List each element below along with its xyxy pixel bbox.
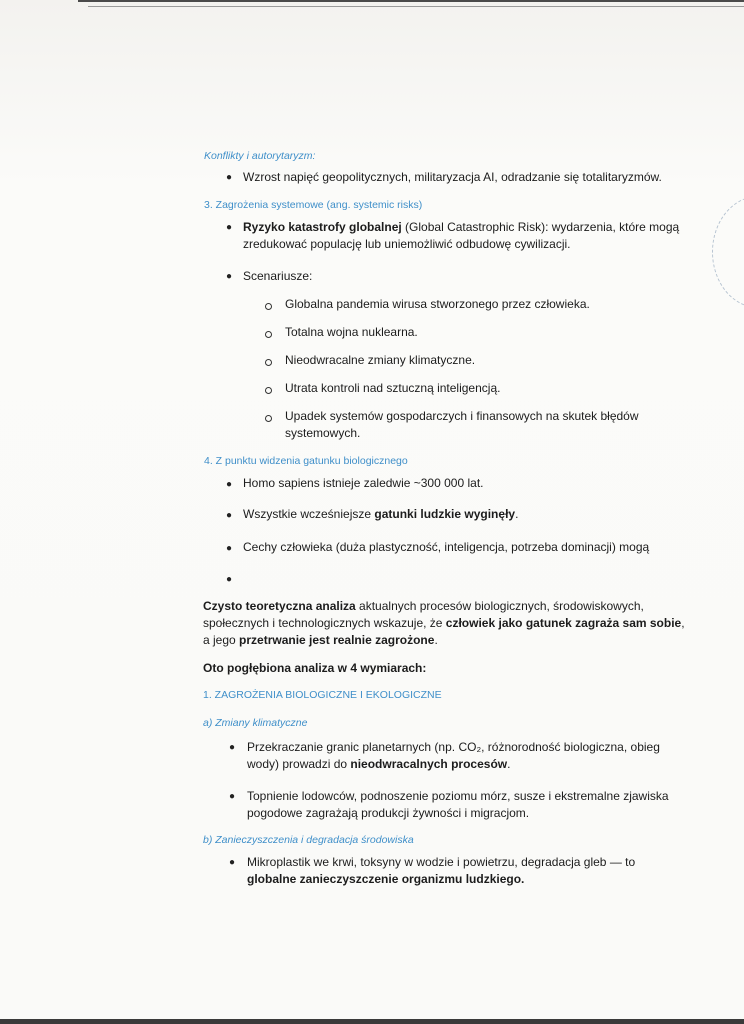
- bullet-icon: ●: [226, 574, 233, 585]
- sec1-b-item-1: Mikroplastik we krwi, toksyny w wodzie i powietrzu, degradacja gleb — to: [247, 855, 636, 869]
- sec1-a-item-1-pre: wody) prowadzi do: [247, 757, 351, 771]
- section-heading-konflikty: Konflikty i autorytaryzm:: [204, 150, 316, 162]
- sec1-a-item-1: Przekraczanie granic planetarnych (np. CO₂, różnorodność biologiczna, obieg: [247, 740, 660, 754]
- konflikty-item: Wzrost napięć geopolitycznych, militaryzacja AI, odradzanie się totalitaryzmów.: [243, 170, 662, 184]
- circle-bullet-icon: [265, 359, 272, 366]
- top-border-thin: [88, 6, 744, 7]
- sec3-item-1: [243, 220, 679, 234]
- paragraph-line-1: [203, 599, 644, 613]
- paragraph-bold-2: człowiek jako gatunek zagraża sam sobie: [445, 616, 682, 630]
- analysis-heading: Oto pogłębiona analiza w 4 wymiarach:: [203, 661, 427, 675]
- sec3-item-1-bold: Ryzyko katastrofy globalnej: [243, 220, 402, 234]
- paragraph-post-2: ,: [681, 616, 685, 630]
- bullet-icon: ●: [229, 742, 236, 753]
- scenario-3: Nieodwracalne zmiany klimatyczne.: [285, 353, 476, 367]
- sec1-a-item-1-line2: [247, 757, 510, 771]
- paragraph-line-3: [203, 633, 438, 647]
- paragraph-bold-1: Czysto teoretyczna analiza: [203, 599, 356, 613]
- scenario-1: Globalna pandemia wirusa stworzonego przez człowieka.: [285, 297, 590, 311]
- paragraph-pre-3: a jego: [203, 633, 240, 647]
- sec4-item-2-post: .: [515, 507, 519, 521]
- sec4-item-2-bold: gatunki ludzkie wyginęły: [374, 507, 516, 521]
- sec1-a-item-2-line2: pogodowe zagrażają produkcji żywności i migracjom.: [247, 806, 530, 820]
- sec4-item-3: Cechy człowieka (duża plastyczność, inteligencja, potrzeba dominacji) mogą: [243, 540, 650, 554]
- stamp-mark: [712, 196, 744, 308]
- scenario-5-line2: systemowych.: [285, 426, 361, 440]
- sec4-item-2: [243, 507, 518, 521]
- bullet-icon: ●: [226, 271, 233, 282]
- sec1-a-item-1-bold: nieodwracalnych procesów: [350, 757, 508, 771]
- circle-bullet-icon: [265, 303, 272, 310]
- circle-bullet-icon: [265, 415, 272, 422]
- paragraph-rest-1: aktualnych procesów biologicznych, środowiskowych,: [355, 599, 644, 613]
- bullet-icon: ●: [229, 791, 236, 802]
- sec4-item-2-pre: Wszystkie wcześniejsze: [243, 507, 375, 521]
- bullet-icon: ●: [226, 479, 233, 490]
- bullet-icon: ●: [226, 172, 233, 183]
- paragraph-pre-2: społecznych i technologicznych wskazuje, że: [203, 616, 446, 630]
- subheading-b: b) Zanieczyszczenia i degradacja środowiska: [203, 834, 414, 846]
- bullet-icon: ●: [226, 222, 233, 233]
- subheading-a: a) Zmiany klimatyczne: [203, 717, 308, 729]
- sec4-item-1: Homo sapiens istnieje zaledwie ~300 000 lat.: [243, 476, 484, 490]
- sec1-a-item-1-post: .: [507, 757, 511, 771]
- sec3-item-2: Scenariusze:: [243, 269, 313, 283]
- bullet-icon: ●: [226, 543, 233, 554]
- bullet-icon: ●: [229, 857, 236, 868]
- section-heading-1: 1. ZAGROŻENIA BIOLOGICZNE I EKOLOGICZNE: [203, 689, 442, 701]
- bullet-icon: ●: [226, 510, 233, 521]
- section-heading-3: 3. Zagrożenia systemowe (ang. systemic risks): [204, 199, 423, 211]
- sec1-b-item-1-line2: globalne zanieczyszczenie organizmu ludzkiego.: [247, 872, 525, 886]
- paragraph-line-2: [203, 616, 685, 630]
- top-border: [78, 0, 744, 2]
- sec3-item-1-rest: (Global Catastrophic Risk): wydarzenia, które mogą: [401, 220, 680, 234]
- sec3-item-1-line2: zredukować populację lub uniemożliwić odbudowę cywilizacji.: [243, 237, 571, 251]
- bottom-border: [0, 1019, 744, 1024]
- section-heading-4: 4. Z punktu widzenia gatunku biologicznego: [204, 455, 408, 467]
- circle-bullet-icon: [265, 387, 272, 394]
- paragraph-bold-3: przetrwanie jest realnie zagrożone: [239, 633, 435, 647]
- circle-bullet-icon: [265, 331, 272, 338]
- scenario-4: Utrata kontroli nad sztuczną inteligencją.: [285, 381, 501, 395]
- scenario-2: Totalna wojna nuklearna.: [285, 325, 418, 339]
- paragraph-post-3: .: [434, 633, 438, 647]
- sec1-a-item-2: Topnienie lodowców, podnoszenie poziomu mórz, susze i ekstremalne zjawiska: [247, 789, 669, 803]
- scenario-5: Upadek systemów gospodarczych i finansowych na skutek błędów: [285, 409, 639, 423]
